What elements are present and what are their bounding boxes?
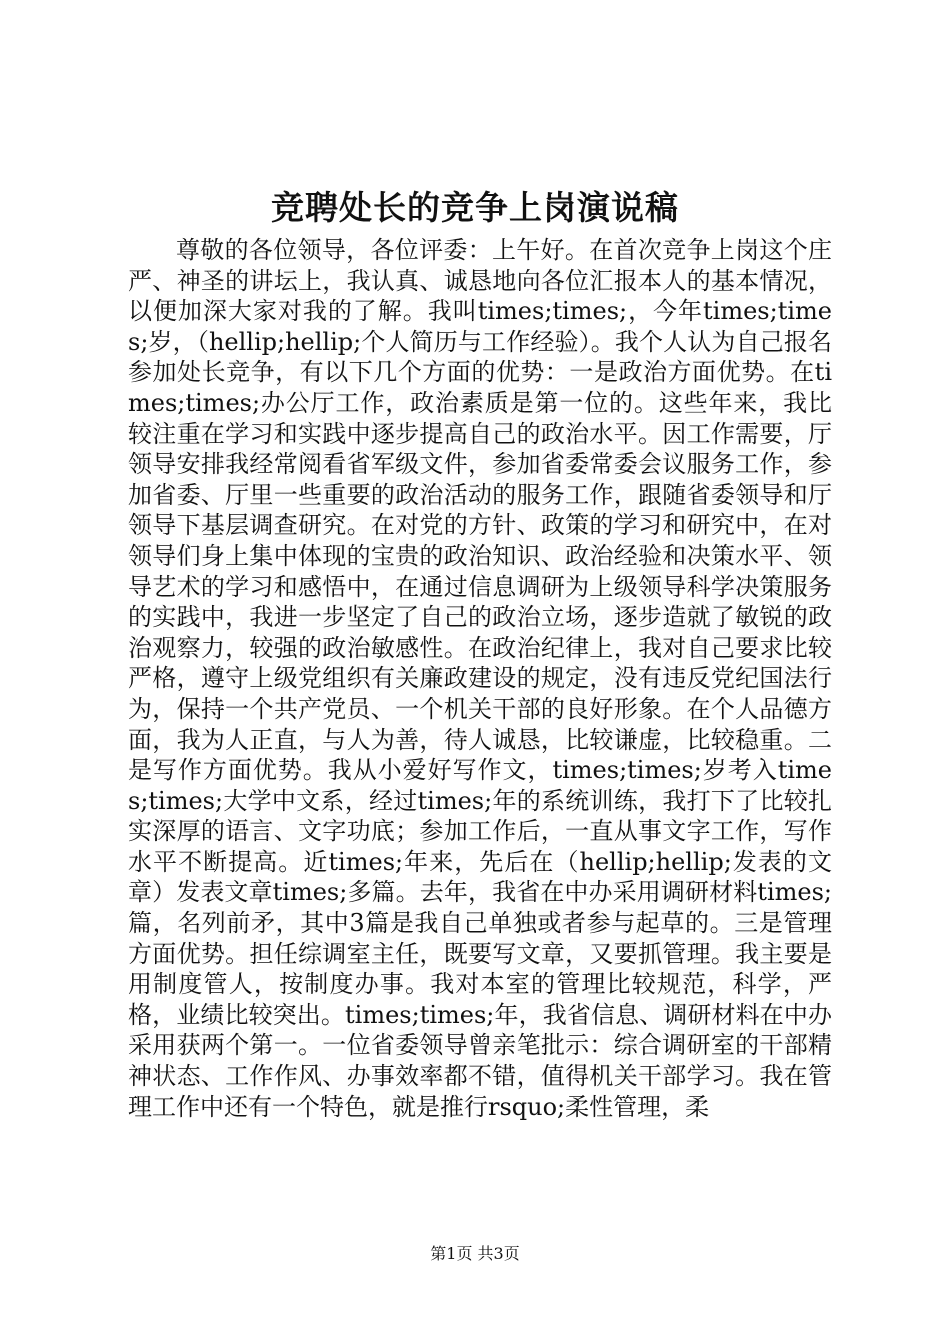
page-number-footer: 第1页 共3页 (430, 1244, 520, 1263)
document-body-paragraph: 尊敬的各位领导，各位评委：上午好。在首次竞争上岗这个庄严、神圣的讲坛上，我认真、诚恳地向各位汇报本人的基本情况，以便加深大家对我的了解。我叫times;times;，今年times;times;岁，（hellip;hellip;个人简历与工作经验）。我个人认为自己报名参加处长竞争，有以下几个方面的优势：一是政治方面优势。在times;times;办公厅工作，政治素质是第一位的。这些年来，我比较注重在学习和实践中逐步提高自己的政治水平。因工作需要，厅领导安排我经常阅看省军级文件，参加省委常委会议服务工作，参加省委、厅里一些重要的政治活动的服务工作，跟随省委领导和厅领导下基层调查研究。在对党的方针、政策的学习和研究中，在对领导们身上集中体现的宝贵的政治知识、政治经验和决策水平、领导艺术的学习和感悟中，在通过信息调研为上级领导科学决策服务的实践中，我进一步坚定了自己的政治立场，逐步造就了敏锐的政治观察力，较强的政治敏感性。在政治纪律上，我对自己要求比较严格，遵守上级党组织有关廉政建设的规定，没有违反党纪国法行为，保持一个共产党员、一个机关干部的良好形象。在个人品德方面，我为人正直，与人为善，待人诚恳，比较谦虚，比较稳重。二是写作方面优势。我从小爱好写作文，times;times;岁考入times;times;大学中文系，经过times;年的系统训练，我打下了比较扎实深厚的语言、文字功底；参加工作后，一直从事文字工作，写作水平不断提高。近times;年来，先后在（hellip;hellip;发表的文章）发表文章times;多篇。去年，我省在中办采用调研材料times;篇，名列前矛，其中3篇是我自己单独或者参与起草的。三是管理方面优势。担任综调室主任，既要写文章，又要抓管理。我主要是用制度管人，按制度办事。我对本室的管理比较规范，科学，严格，业绩比较突出。times;times;年，我省信息、调研材料在中办采用获两个第一。一位省委领导曾亲笔批示：综合调研室的干部精神状态、工作作风、办事效率都不错，值得机关干部学习。我在管理工作中还有一个特色，就是推行rsquo;柔性管理，柔 (128, 236, 832, 1121)
document-title: 竞聘处长的竞争上岗演说稿 (271, 188, 679, 227)
